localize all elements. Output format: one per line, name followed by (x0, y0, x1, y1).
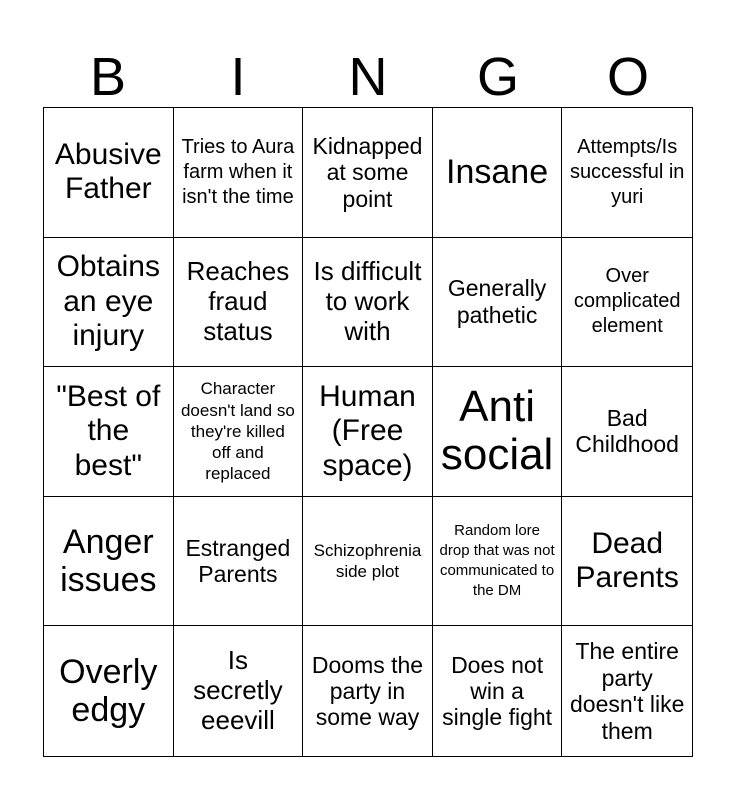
bingo-cell[interactable]: Bad Childhood (562, 367, 692, 497)
bingo-cell[interactable]: Obtains an eye injury (44, 238, 174, 368)
bingo-cell[interactable]: Does not win a single fight (433, 626, 563, 756)
header-letter-n: N (348, 47, 388, 107)
bingo-board (43, 107, 693, 757)
bingo-cell[interactable]: Random lore drop that was not communicated to the DM (433, 497, 563, 627)
bingo-cell[interactable]: Over complicated element (562, 238, 692, 368)
header-letter-b: B (89, 47, 127, 107)
bingo-cell[interactable]: Generally pathetic (433, 238, 563, 368)
bingo-cell[interactable]: Insane (433, 108, 563, 238)
bingo-cell[interactable]: Overly edgy (44, 626, 174, 756)
bingo-header (43, 48, 693, 106)
bingo-cell[interactable]: Character doesn't land so they're killed off and replaced (174, 367, 304, 497)
bingo-cell[interactable]: Dooms the party in some way (303, 626, 433, 756)
header-letter-g: G (476, 47, 519, 107)
bingo-cell[interactable]: Is secretly eeevill (174, 626, 304, 756)
bingo-cell[interactable]: Anti social (433, 367, 563, 497)
bingo-cell[interactable]: Schizophrenia side plot (303, 497, 433, 627)
bingo-cell[interactable]: Kidnapped at some point (303, 108, 433, 238)
bingo-cell[interactable]: "Best of the best" (44, 367, 174, 497)
bingo-cell[interactable]: Estranged Parents (174, 497, 304, 627)
bingo-cell[interactable]: Tries to Aura farm when it isn't the time (174, 108, 304, 238)
bingo-cell[interactable]: Abusive Father (44, 108, 174, 238)
bingo-cell[interactable]: The entire party doesn't like them (570, 638, 685, 744)
bingo-cell[interactable]: Attempts/Is successful in yuri (562, 108, 692, 238)
header-letter-o: O (606, 47, 649, 107)
bingo-cell[interactable]: Anger issues (44, 497, 174, 627)
header-letter-i: I (230, 47, 246, 107)
bingo-cell[interactable]: Human (Free space) (303, 367, 433, 497)
bingo-cell[interactable]: Dead Parents (562, 497, 692, 627)
bingo-cell[interactable]: Reaches fraud status (174, 238, 304, 368)
bingo-cell[interactable]: Is difficult to work with (303, 238, 433, 368)
